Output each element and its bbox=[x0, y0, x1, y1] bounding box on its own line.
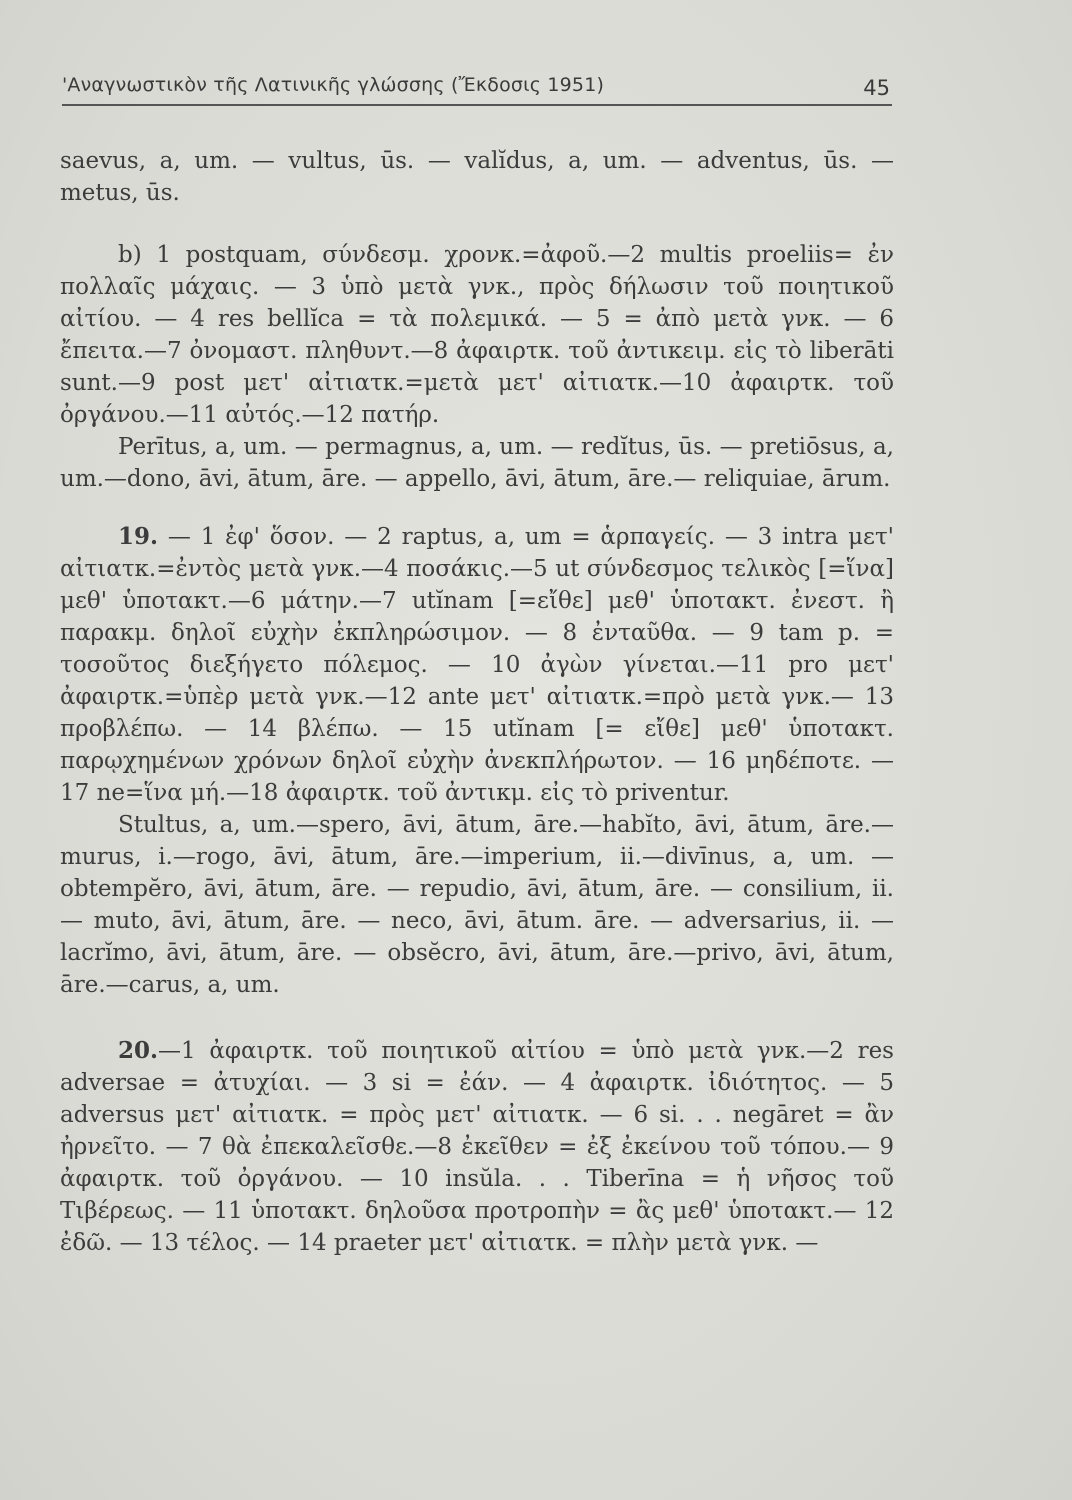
section-number-19: 19. bbox=[118, 523, 159, 550]
vocab-paragraph-3: Stultus, a, um.—spero, āvi, ātum, āre.—habĭto, āvi, ātum, āre.—murus, i.—rogo, āvi, ātum, āre.—imperium, ii.—divīnus, a, um. — obtempĕro, āvi, ātum, āre. — repudio, āvi, ātum, āre. — consilium, ii. — muto, āvi, ātum, āre. — neco, āvi, ātum. āre. — adversarius, ii. — lacrĭmo, āvi, ātum, āre. — obsĕcro, āvi, ātum, āre.—privo, āvi, ātum, āre.—carus, a, um. bbox=[60, 812, 894, 998]
notes-text-20: —1 ἀφαιρτκ. τοῦ ποιητικοῦ αἰτίου = ὑπὸ μετὰ γνκ.—2 res adversae = ἀτυχίαι. — 3 si = ἐάν. — 4 ἀφαιρτκ. ἰδιότητος. — 5 adversus μετ' αἰτιατκ. = πρὸς μετ' αἰτιατκ. — 6 si. . . negāret = ἂν ἠρνεῖτο. — 7 θὰ ἐπεκαλεῖσθε.—8 ἐκεῖθεν = ἐξ ἐκείνου τοῦ τόπου.— 9 ἀφαιρτκ. τοῦ ὀργάνου. — 10 insŭla. . . Tiberīna = ἡ νῆσος τοῦ Τιβέρεως. — 11 ὑποτακτ. δηλοῦσα προτροπὴν = ἂς μεθ' ὑποτακτ.— 12 ἐδῶ. — 13 τέλος. — 14 praeter μετ' αἰτιατκ. = πλὴν μετὰ γνκ. — bbox=[60, 1038, 894, 1256]
notes-text-19: — 1 ἐφ' ὅσον. — 2 raptus, a, um = ἁρπαγείς. — 3 intra μετ' αἰτιατκ.=ἐντὸς μετὰ γνκ.—4 ποσάκις.—5 ut σύνδεσμος τελικὸς [=ἵνα] μεθ' ὑποτακτ.—6 μάτην.—7 utĭnam [=εἴθε] μεθ' ὑποτακτ. ἐνεστ. ἢ παρακμ. δηλοῖ εὐχὴν ἐκπληρώσιμον. — 8 ἐνταῦθα. — 9 tam p. = τοσοῦτος διεξήγετο πόλεμος. — 10 ἀγὼν γίνεται.—11 pro μετ' ἀφαιρτκ.=ὑπὲρ μετὰ γνκ.—12 ante μετ' αἰτιατκ.=πρὸ μετὰ γνκ.— 13 προβλέπω. — 14 βλέπω. — 15 utĭnam [= εἴθε] μεθ' ὑποτακτ. παρῳχημένων χρόνων δηλοῖ εὐχὴν ἀνεκπλήρωτον. — 16 μηδέποτε. — 17 ne=ἵνα μή.—18 ἀφαιρτκ. τοῦ ἀντικμ. εἰς τὸ priventur. bbox=[60, 524, 894, 806]
notes-paragraph-19 bbox=[60, 521, 894, 809]
vocab-paragraph-1: saevus, a, um. — vultus, ūs. — valĭdus, a, um. — adventus, ūs. — metus, ūs. bbox=[60, 148, 894, 206]
running-header bbox=[62, 72, 892, 106]
page-number: 45 bbox=[863, 76, 890, 100]
vocab-paragraph-2: Perītus, a, um. — permagnus, a, um. — redĭtus, ūs. — pretiōsus, a, um.—dono, āvi, ātum, āre. — appello, āvi, ātum, āre.— reliquiae, ārum. bbox=[60, 434, 894, 492]
page-body bbox=[60, 145, 894, 1259]
notes-paragraph-b: b) 1 postquam, σύνδεσμ. χρονκ.=ἀφοῦ.—2 multis proeliis= ἐν πολλαῖς μάχαις. — 3 ὑπὸ μετὰ γνκ., πρὸς δήλωσιν τοῦ ποιητικοῦ αἰτίου. — 4 res bellĭca = τὰ πολεμικά. — 5 = ἀπὸ μετὰ γνκ. — 6 ἔπειτα.—7 ὀνομαστ. πληθυντ.—8 ἀφαιρτκ. τοῦ ἀντικειμ. εἰς τὸ liberāti sunt.—9 post μετ' αἰτιατκ.=μετὰ μετ' αἰτιατκ.—10 ἀφαιρτκ. τοῦ ὀργάνου.—11 αὐτός.—12 πατήρ. bbox=[60, 242, 894, 428]
notes-paragraph-20 bbox=[60, 1035, 894, 1259]
section-number-20: 20. bbox=[118, 1037, 159, 1064]
header-title: 'Αναγνωστικὸν τῆς Λατινικῆς γλώσσης (Ἔκδοσις 1951) bbox=[62, 74, 605, 96]
